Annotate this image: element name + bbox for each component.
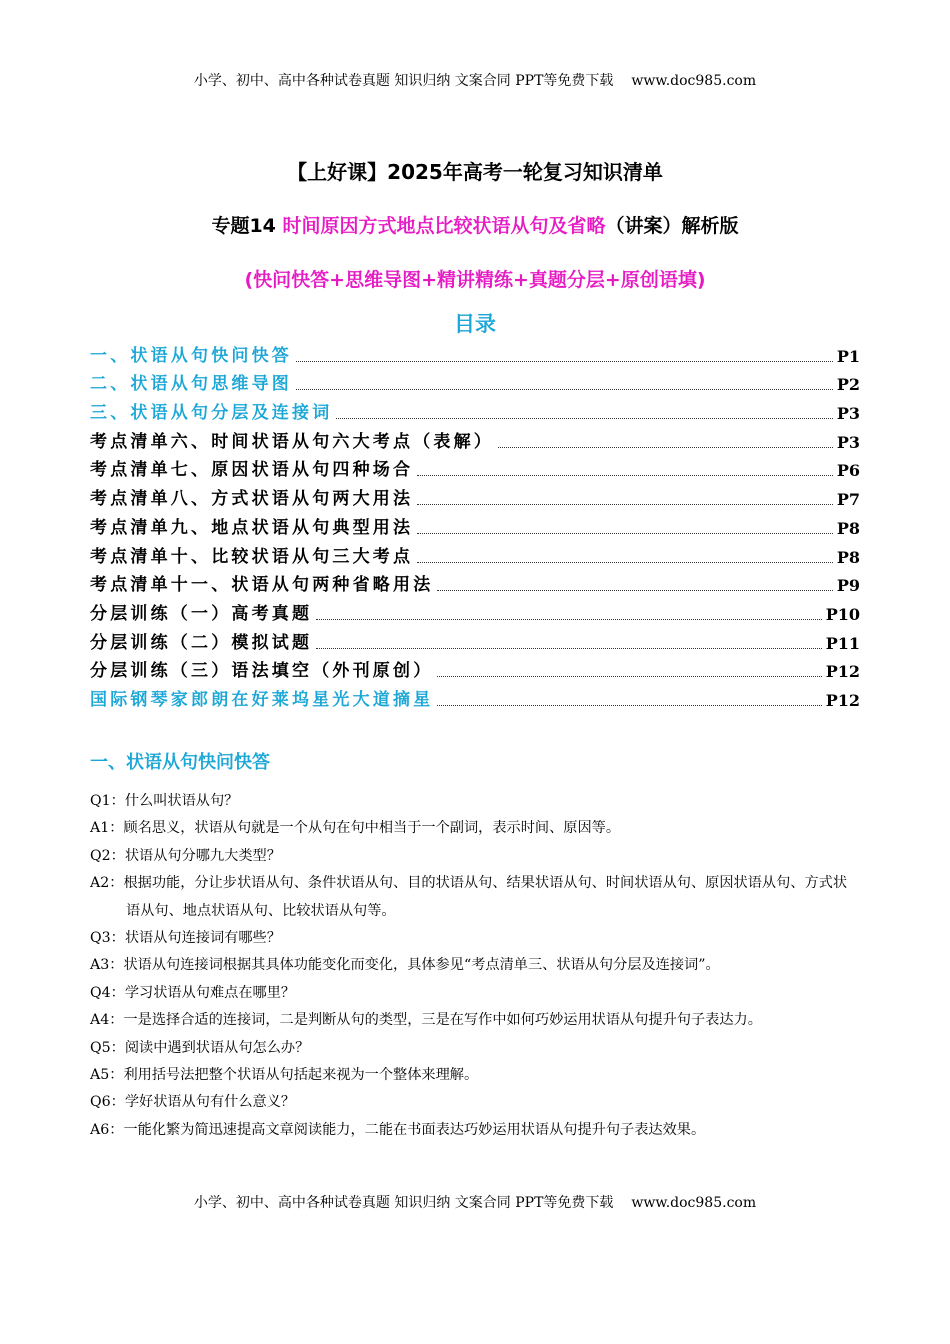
page-footer bbox=[0, 1192, 950, 1212]
section-heading: 一、状语从句快问快答 bbox=[90, 752, 270, 773]
toc-leader bbox=[316, 618, 822, 620]
toc-label: 考点清单十一、状语从句两种省略用法 bbox=[90, 575, 434, 596]
document-tagline: (快问快答+思维导图+精讲精练+真题分层+原创语填) bbox=[244, 269, 706, 291]
header-text: 小学、初中、高中各种试卷真题 知识归纳 文案合同 PPT等免费下载 bbox=[193, 73, 614, 89]
toc-page: P10 bbox=[825, 604, 860, 624]
toc-label: 一、状语从句快问快答 bbox=[90, 345, 292, 366]
qa-question: Q4：学习状语从句难点在哪里？ bbox=[90, 984, 296, 1001]
toc-item[interactable] bbox=[90, 366, 860, 395]
toc-item[interactable] bbox=[90, 423, 860, 452]
qa-answer: A6：一能化繁为简迅速提高文章阅读能力，二能在书面表达巧妙运用状语从句提升句子表达效果。 bbox=[90, 1121, 706, 1138]
qa-answer: A2：根据功能，分让步状语从句、条件状语从句、目的状语从句、结果状语从句、时间状语从句、原因状语从句、方式状语从句、地点状语从句、比较状语从句等。 bbox=[90, 875, 848, 919]
qa-answer: A4：一是选择合适的连接词，二是判断从句的类型，三是在写作中如何巧妙运用状语从句提升句子表达力。 bbox=[90, 1012, 762, 1029]
qa-question: Q5：阅读中遇到状语从句怎么办？ bbox=[90, 1039, 310, 1056]
subtitle-highlight: 时间原因方式地点比较状语从句及省略 bbox=[282, 215, 606, 237]
subtitle-prefix: 专题14 bbox=[211, 215, 283, 237]
toc-label: 考点清单九、地点状语从句典型用法 bbox=[90, 517, 414, 538]
toc-leader bbox=[417, 503, 833, 505]
toc-item[interactable] bbox=[90, 452, 860, 481]
toc-label: 考点清单八、方式状语从句两大用法 bbox=[90, 489, 414, 510]
toc-item[interactable] bbox=[90, 509, 860, 538]
toc-page: P11 bbox=[825, 633, 860, 653]
toc-page: P7 bbox=[836, 490, 860, 510]
toc-item[interactable] bbox=[90, 480, 860, 509]
toc-label: 分层训练（二）模拟试题 bbox=[90, 632, 313, 653]
footer-text: 小学、初中、高中各种试卷真题 知识归纳 文案合同 PPT等免费下载 bbox=[193, 1195, 614, 1211]
qa-question: Q2：状语从句分哪九大类型？ bbox=[90, 847, 281, 864]
toc-page: P8 bbox=[836, 518, 860, 538]
toc-item[interactable] bbox=[90, 653, 860, 682]
toc-item[interactable] bbox=[90, 538, 860, 567]
table-of-contents bbox=[90, 337, 860, 710]
toc-item[interactable] bbox=[90, 567, 860, 596]
toc-page: P9 bbox=[836, 576, 860, 596]
qa-list bbox=[90, 788, 860, 1144]
toc-page: P12 bbox=[825, 662, 860, 682]
footer-url[interactable]: www.doc985.com bbox=[631, 1195, 757, 1211]
toc-leader bbox=[417, 561, 833, 563]
toc-label: 国际钢琴家郎朗在好莱坞星光大道摘星 bbox=[90, 689, 434, 710]
toc-label: 三、状语从句分层及连接词 bbox=[90, 403, 333, 424]
toc-leader bbox=[437, 589, 832, 591]
toc-item[interactable] bbox=[90, 624, 860, 653]
toc-item[interactable] bbox=[90, 681, 860, 710]
toc-label: 二、状语从句思维导图 bbox=[90, 374, 292, 395]
toc-label: 考点清单七、原因状语从句四种场合 bbox=[90, 460, 414, 481]
toc-label: 分层训练（三）语法填空（外刊原创） bbox=[90, 661, 434, 682]
toc-page: P3 bbox=[836, 404, 860, 424]
toc-page: P12 bbox=[825, 690, 860, 710]
toc-page: P6 bbox=[836, 461, 860, 481]
qa-question: Q1：什么叫状语从句？ bbox=[90, 793, 239, 809]
toc-item[interactable] bbox=[90, 595, 860, 624]
toc-leader bbox=[437, 675, 821, 677]
header-url[interactable]: www.doc985.com bbox=[631, 73, 757, 89]
qa-question: Q6：学好状语从句有什么意义？ bbox=[90, 1094, 296, 1111]
toc-page: P3 bbox=[836, 432, 860, 452]
toc-page: P2 bbox=[836, 375, 860, 395]
page-header bbox=[0, 70, 950, 90]
qa-answer: A3：状语从句连接词根据其具体功能变化而变化，具体参见“考点清单三、状语从句分层及连接词”。 bbox=[90, 957, 720, 974]
qa-question: Q3：状语从句连接词有哪些？ bbox=[90, 930, 281, 947]
toc-page: P1 bbox=[836, 346, 860, 366]
toc-leader bbox=[417, 474, 833, 476]
qa-answer: A5：利用括号法把整个状语从句括起来视为一个整体来理解。 bbox=[90, 1067, 479, 1084]
subtitle-suffix: （讲案）解析版 bbox=[605, 215, 739, 237]
document-subtitle bbox=[0, 211, 950, 238]
toc-item[interactable] bbox=[90, 394, 860, 423]
toc-title: 目录 bbox=[454, 312, 496, 336]
toc-leader bbox=[417, 532, 833, 534]
qa-answer: A1：顾名思义，状语从句就是一个从句在句中相当于一个副词，表示时间、原因等。 bbox=[90, 820, 621, 837]
toc-leader bbox=[336, 417, 832, 419]
toc-item[interactable] bbox=[90, 337, 860, 366]
toc-leader bbox=[316, 647, 822, 649]
toc-leader bbox=[498, 446, 833, 448]
toc-label: 考点清单六、时间状语从句六大考点（表解） bbox=[90, 431, 494, 452]
toc-leader bbox=[437, 704, 821, 706]
toc-label: 考点清单十、比较状语从句三大考点 bbox=[90, 546, 414, 567]
document-title: 【上好课】2025年高考一轮复习知识清单 bbox=[287, 160, 663, 184]
toc-page: P8 bbox=[836, 547, 860, 567]
toc-leader bbox=[296, 360, 833, 362]
toc-leader bbox=[296, 388, 833, 390]
toc-label: 分层训练（一）高考真题 bbox=[90, 603, 313, 624]
